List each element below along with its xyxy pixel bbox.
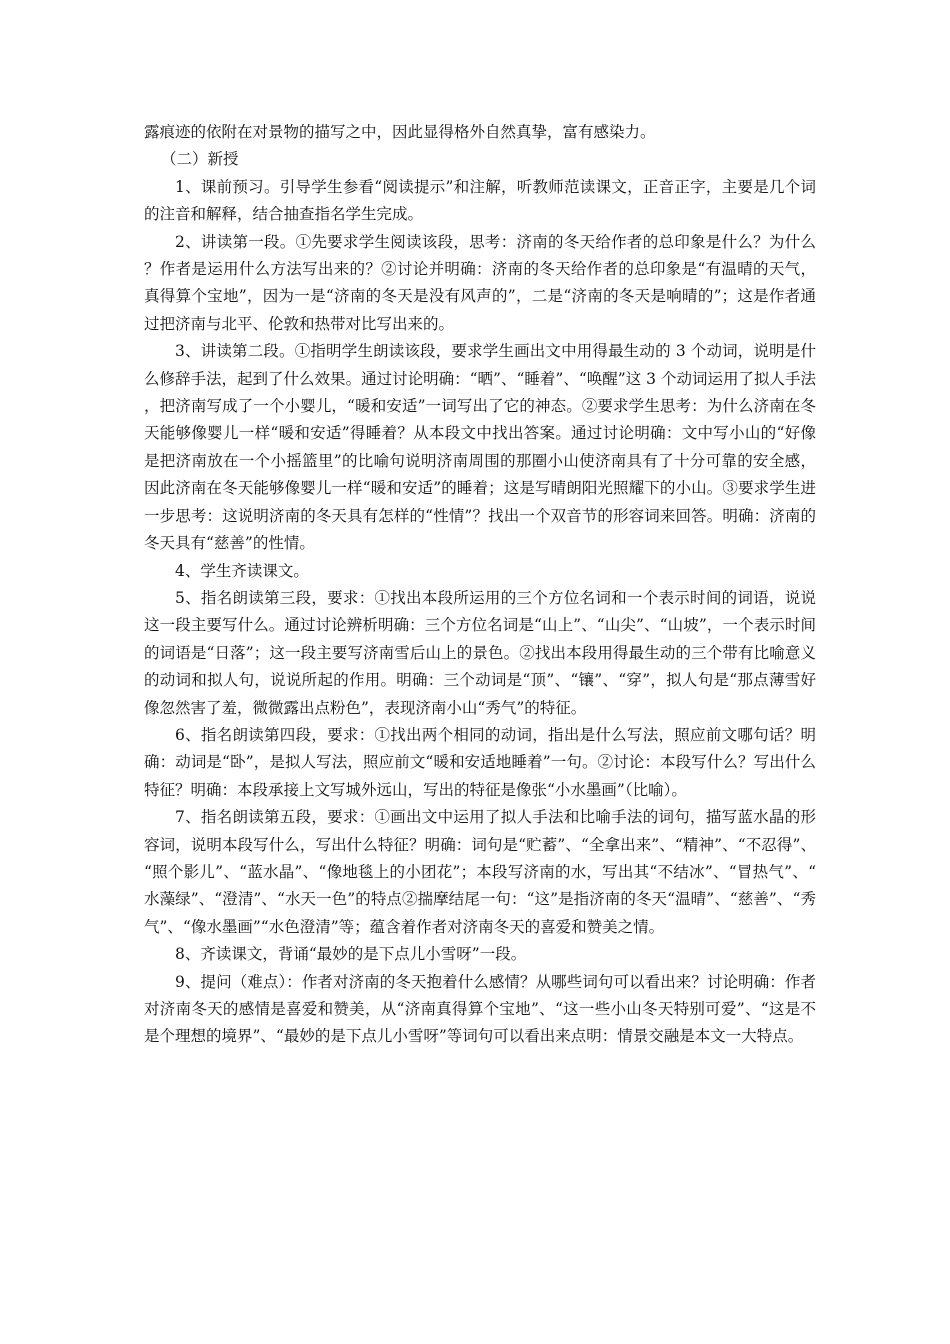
paragraph-step-5: 5、指名朗读第三段，要求：①找出本段所运用的三个方位名词和一个表示时间的词语，说说这一段主要写什么。通过讨论辨析明确：三个方位名词是“山上”、“山尖”、“山坡”，一个表示时间的词语是“日落”；这一段主要写济南雪后山上的景色。②找出本段用得最生动的三个带有比喻意义的动词和拟人句，说说所起的作用。明确：三个动词是“顶”、“镶”、“穿”，拟人句是“那点薄雪好像忽然害了羞，微微露出点粉色”，表现济南小山“秀气”的特征。 [144, 588, 816, 717]
paragraph-step-3: 3、讲读第二段。①指明学生朗读该段，要求学生画出文中用得最生动的 3 个动词，说明是什么修辞手法，起到了什么效果。通过讨论明确：“晒”、“睡着”、“唤醒”这 3 个动词运用了拟人手法，把济南写成了一个小婴儿，“暖和安适”一词写出了它的神态。②要求学生思考：为什么济南在冬天能够像婴儿一样“暖和安适”得睡着？从本段文中找出答案。通过讨论明确：文中写小山的“好像是把济南放在一个小摇篮里”的比喻句说明济南周围的那圈小山使济南具有了十分可靠的安全感，因此济南在冬天能够像婴儿一样“暖和安适”的睡着；这是写晴朗阳光照耀下的小山。③要求学生进一步思考：这说明济南的冬天具有怎样的“性情”？找出一个双音节的形容词来回答。明确：济南的冬天具有“慈善”的性情。 [144, 342, 816, 553]
paragraph-step-2: 2、讲读第一段。①先要求学生阅读该段，思考：济南的冬天给作者的总印象是什么？为什么？作者是运用什么方法写出来的？②讨论并明确：济南的冬天给作者的总印象是“有温晴的天气，真得算个宝地”，因为一是“济南的冬天是没有风声的”，二是“济南的冬天是响晴的”；这是作者通过把济南与北平、伦敦和热带对比写出来的。 [144, 232, 816, 333]
paragraph-step-1: 1、课前预习。引导学生参看“阅读提示”和注解，听教师范读课文，正音正字，主要是几个词的注音和解释，结合抽查指名学生完成。 [144, 177, 816, 224]
paragraph-continuation: 露痕迹的依附在对景物的描写之中，因此显得格外自然真挚，富有感染力。 [144, 123, 656, 141]
paragraph-step-4: 4、学生齐读课文。 [175, 561, 309, 580]
paragraph-step-6: 6、指名朗读第四段，要求：①找出两个相同的动词，指出是什么写法，照应前文哪句话？明确：动词是“卧”，是拟人写法，照应前文“暖和安适地睡着”一句。②讨论：本段写什么？写出什么特征？明确：本段承接上文写城外远山，写出的特征是像张“小水墨画”（比喻）。 [144, 725, 816, 799]
paragraph-step-8: 8、齐读课文，背诵“最妙的是下点儿小雪呀”一段。 [175, 945, 527, 964]
paragraph-step-9: 9、提问（难点）：作者对济南的冬天抱着什么感情？从哪些词句可以看出来？讨论明确：作者对济南冬天的感情是喜爱和赞美，从“济南真得算个宝地”、“这一些小山冬天特别可爱”、“这是不是个理想的境界”、“最妙的是下点儿小雪呀”等词句可以看出来点明：情景交融是本文一大特点。 [144, 972, 816, 1046]
paragraph-step-7: 7、指名朗读第五段，要求：①画出文中运用了拟人手法和比喻手法的词句，描写蓝水晶的形容词，说明本段写什么，写出什么特征？明确：词句是“贮蓄”、“全拿出来”、“精神”、“不忍得”、“照个影儿”、“蓝水晶”、“像地毯上的小团花”；本段写济南的水，写出其“不结冰”、“冒热气”、“水藻绿”、“澄清”、“水天一色”的特点②揣摩结尾一句：“这”是指济南的冬天“温晴”、“慈善”、“秀气”、“像水墨画”“水色澄清”等；蕴含着作者对济南冬天的喜爱和赞美之情。 [144, 808, 816, 936]
section-heading-new-lesson: （二）新授 [161, 150, 239, 169]
document-body [144, 119, 816, 1051]
